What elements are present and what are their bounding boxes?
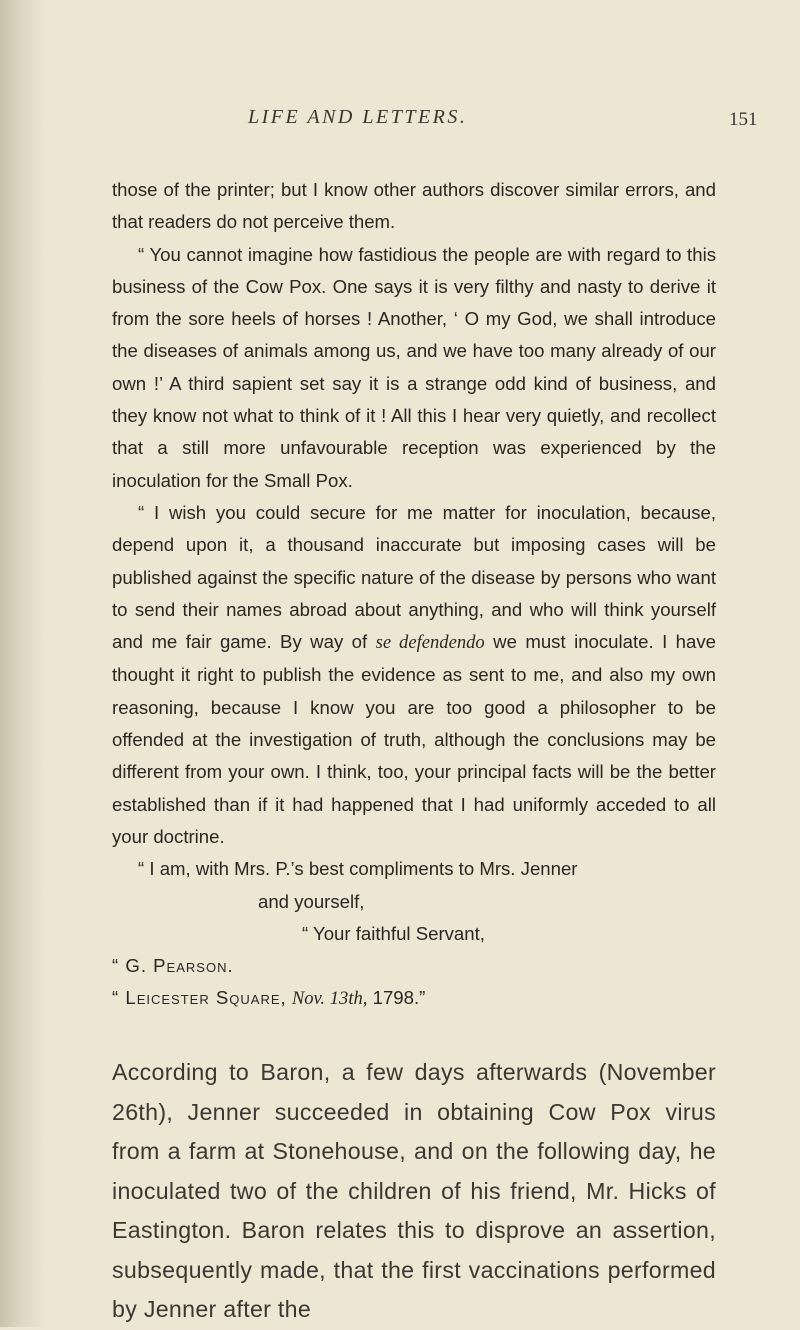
- body-paragraph: According to Baron, a few days afterwards (November 26th), Jenner succeeded in obtaining Cow Pox virus from a farm at Stonehouse, and on the following day, he inoculated two of the children of his friend, Mr. Hicks of Eastington. Baron relates this to disprove an assertion, subsequently made, that the first vaccinations performed by Jenner after the: [112, 1059, 716, 1322]
- page-header: [0, 106, 800, 136]
- quoted-letter: [112, 174, 716, 1016]
- body-text: [112, 1053, 716, 1330]
- latin-phrase: se defendendo: [375, 632, 485, 654]
- letter-signature: [112, 950, 716, 982]
- letter-paragraph-3: [112, 497, 716, 853]
- letter-compliments: “ I am, with Mrs. P.’s best compliments to Mrs. Jenner: [138, 858, 578, 880]
- letter-address: “ Leicester Square,: [112, 987, 287, 1009]
- letter-address-date: [112, 982, 716, 1015]
- page-edge-shadow: [0, 0, 46, 1327]
- letter-paragraph-1: those of the printer; but I know other authors discover similar errors, and that readers do not perceive them.: [112, 179, 716, 233]
- letter-paragraph-3-text-a: “ I wish you could secure for me matter for inoculation, because, depend upon it, a thousand inaccurate but imposing cases will be published against the specific nature of the disease by persons who want to send their names abroad about anything, and who will think yourself and me fair game. By way of: [112, 501, 716, 653]
- running-title: LIFE AND LETTERS.: [248, 106, 468, 128]
- letter-paragraph-2: “ You cannot imagine how fastidious the people are with regard to this business of the Cow Pox. One says it is very filthy and nasty to derive it from the sore heels of horses ! Another, ‘ O my God, we shall introduce the diseases of animals among us, and we have too many already of our own !’ A third sapient set say it is a strange odd kind of business, and they know not what to think of it ! All this I hear very quietly, and recollect that a still more unfavourable reception was experienced by the inoculation for the Small Pox.: [112, 243, 716, 491]
- page-number: 151: [729, 109, 758, 130]
- letter-closing-2: “ Your faithful Servant,: [302, 922, 485, 944]
- letter-paragraph-3-text-b: we must inoculate. I have thought it right to publish the evidence as sent to me, and also my own reasoning, because I know you are too good a philosopher to be offended at the investigation of truth, although the conclusions may be different from your own. I think, too, your principal facts will be the better established than if it had happened that I had uniformly acceded to all your doctrine.: [112, 631, 717, 847]
- letter-date: Nov. 13th,: [291, 988, 368, 1010]
- signature-name: “ G. Pearson.: [112, 955, 234, 977]
- letter-year: 1798.”: [367, 987, 426, 1009]
- letter-closing-1: and yourself,: [258, 890, 365, 912]
